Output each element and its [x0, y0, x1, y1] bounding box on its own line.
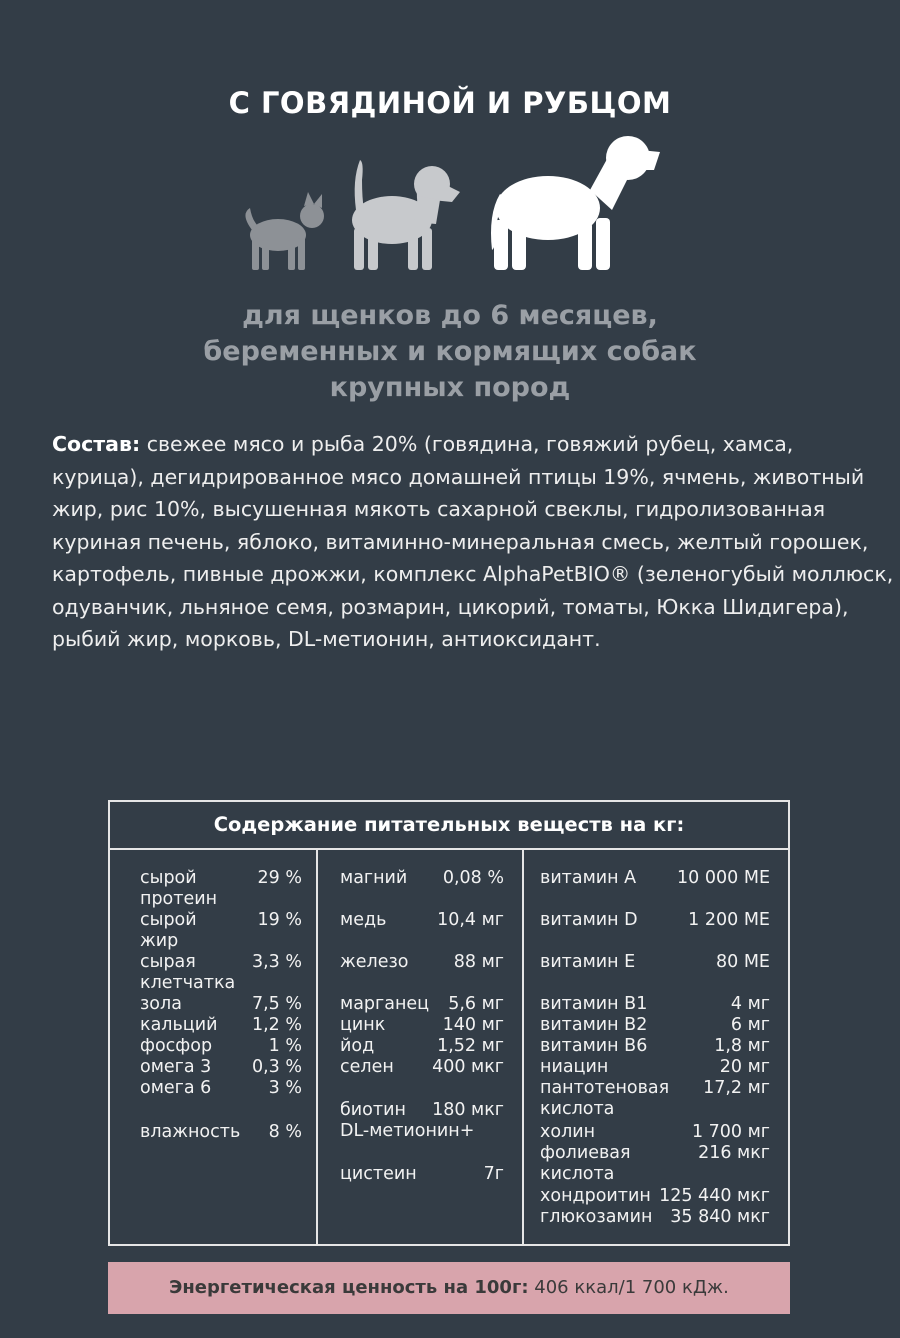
nutrient-value: 3,3 % — [251, 952, 302, 972]
nutrient-value: 0,3 % — [251, 1057, 302, 1077]
composition-label: Состав: — [52, 432, 141, 456]
target-audience — [0, 298, 900, 406]
nutrients-column-basic — [110, 850, 318, 1244]
nutrient-value: 4 мг — [730, 994, 770, 1014]
nutrient-name: биотин — [340, 1100, 406, 1120]
nutrient-name: витамин В2 — [540, 1015, 648, 1035]
nutrient-value: 1,2 % — [251, 1015, 302, 1035]
energy-label: Энергетическая ценность на 100г: — [169, 1277, 529, 1298]
composition-line: картофель, пивные дрожжи, комплекс AlphaPetBIO® (зеленогубый моллюск, — [52, 562, 894, 586]
nutrient-value: 35 840 мкг — [670, 1207, 770, 1227]
product-title: С ГОВЯДИНОЙ И РУБЦОМ — [228, 86, 672, 120]
nutrient-name: витамин Е — [540, 952, 636, 972]
nutrient-value: 3 % — [268, 1078, 302, 1098]
nutrient-value: 19 % — [257, 910, 302, 930]
nutrient-name: фосфор — [140, 1036, 213, 1056]
large-dog-icon — [491, 136, 660, 270]
composition-line: Состав: свежее мясо и рыба 20% (говядина, говяжий рубец, хамса, — [52, 432, 794, 456]
nutrient-value: 29 % — [257, 868, 302, 888]
nutrient-value: 10 000 МЕ — [677, 868, 770, 888]
nutrient-name: DL-метионин+ — [340, 1121, 475, 1141]
dog-sizes-illustration — [0, 130, 900, 280]
nutrients-table — [108, 800, 790, 1246]
nutrient-value: 1 700 мг — [691, 1122, 770, 1142]
nutrient-name: сырой жир — [140, 910, 197, 951]
nutrient-name: фолиевая кислота — [540, 1143, 631, 1184]
nutrient-name: витамин D — [540, 910, 638, 930]
nutrient-name: витамин В6 — [540, 1036, 648, 1056]
target-line: беременных и кормящих собак — [203, 336, 697, 367]
nutrient-name: пантотеновая кислота — [540, 1078, 670, 1119]
nutrient-name: сырой протеин — [140, 868, 218, 909]
nutrient-name: сырая клетчатка — [140, 952, 236, 993]
nutrient-value: 1,8 мг — [714, 1036, 770, 1056]
nutrient-name: холин — [540, 1122, 596, 1142]
nutrient-value: 10,4 мг — [437, 910, 504, 930]
energy-value-band — [108, 1262, 790, 1314]
nutrient-name: магний — [340, 868, 408, 888]
nutrient-value: 8 % — [268, 1122, 302, 1142]
nutrient-name: цинк — [340, 1015, 386, 1035]
nutrient-value: 400 мкг — [432, 1057, 504, 1077]
nutrient-name: хондроитин — [540, 1186, 651, 1206]
nutrient-value: 5,6 мг — [448, 994, 504, 1014]
nutrient-value: 1 200 МЕ — [688, 910, 770, 930]
target-line: для щенков до 6 месяцев, — [242, 300, 658, 331]
nutrient-value: 6 мг — [730, 1015, 770, 1035]
nutrient-value: 20 мг — [719, 1057, 770, 1077]
nutrient-value: 125 440 мкг — [659, 1186, 770, 1206]
nutrient-name: витамин В1 — [540, 994, 648, 1014]
nutrients-heading: Содержание питательных веществ на кг: — [110, 802, 788, 850]
nutrient-value: 0,08 % — [442, 868, 504, 888]
nutrient-name: медь — [340, 910, 387, 930]
nutrients-column-vitamins — [524, 850, 790, 1244]
composition-text — [52, 428, 894, 656]
nutrient-name: цистеин — [340, 1164, 417, 1184]
nutrient-value: 17,2 мг — [703, 1078, 770, 1098]
small-dog-icon — [245, 192, 324, 270]
nutrient-name: зола — [140, 994, 182, 1014]
nutrient-value: 140 мг — [442, 1015, 504, 1035]
nutrient-name: йод — [340, 1036, 375, 1056]
nutrient-name: ниацин — [540, 1057, 609, 1077]
nutrient-name: селен — [340, 1057, 394, 1077]
nutrient-name: омега 6 — [140, 1078, 212, 1098]
nutrients-column-minerals — [316, 850, 524, 1244]
nutrient-value: 7,5 % — [251, 994, 302, 1014]
nutrient-value: 88 мг — [453, 952, 504, 972]
composition-line: одуванчик, льняное семя, розмарин, цикорий, томаты, Юкка Шидигера), — [52, 594, 849, 619]
nutrient-name: омега 3 — [140, 1057, 212, 1077]
nutrient-name: витамин А — [540, 868, 637, 888]
composition-line: жир, рис 10%, высушенная мякоть сахарной свеклы, гидролизованная — [52, 497, 826, 521]
nutrient-value: 7г — [483, 1164, 504, 1184]
composition-line: рыбий жир, морковь, DL-метионин, антиоксидант. — [52, 627, 601, 651]
nutrient-value: 216 мкг — [698, 1143, 770, 1163]
nutrient-name: глюкозамин — [540, 1207, 653, 1227]
nutrient-name: кальций — [140, 1015, 218, 1035]
energy-value: 406 ккал/1 700 кДж. — [528, 1277, 729, 1298]
composition-line: куриная печень, яблоко, витаминно-минеральная смесь, желтый горошек, — [52, 529, 869, 554]
nutrient-value: 1 % — [268, 1036, 302, 1056]
nutrient-name: влажность — [140, 1122, 241, 1142]
target-line: крупных пород — [329, 372, 571, 403]
medium-dog-icon — [352, 160, 460, 270]
nutrient-value: 80 МЕ — [716, 952, 770, 972]
nutrient-value: 1,52 мг — [437, 1036, 504, 1056]
nutrient-value: 180 мкг — [432, 1100, 504, 1120]
nutrient-name: железо — [340, 952, 409, 972]
nutrient-name: марганец — [340, 994, 430, 1014]
composition-line: курица), дегидрированное мясо домашней птицы 19%, ячмень, животный — [52, 464, 865, 489]
